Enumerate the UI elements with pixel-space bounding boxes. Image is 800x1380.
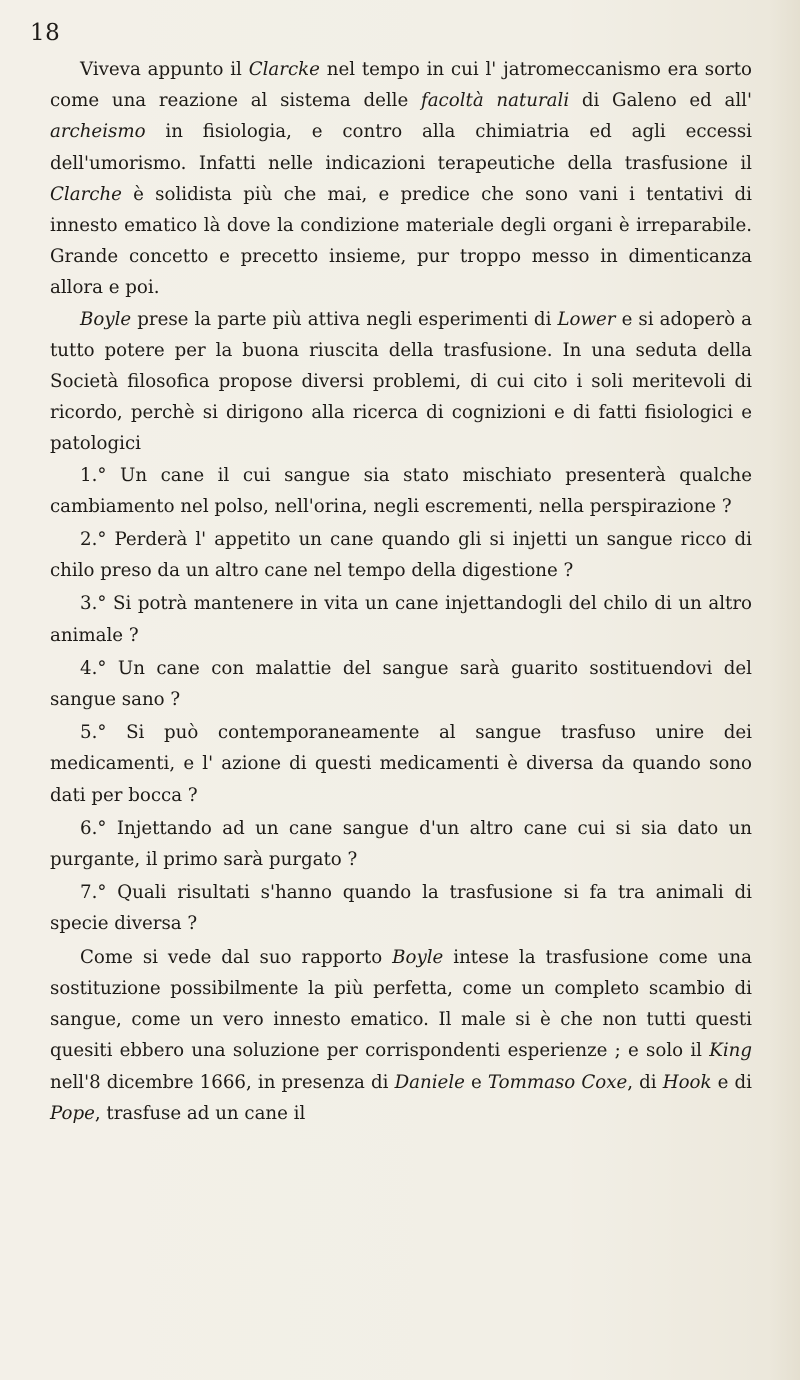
text-run: è solidista più che mai, e predice che sono vani i tentativi di innesto ematico là dove la condizione materiale degli organi è irreparabile. Grande concetto e precetto insieme, pur troppo messo in dimenticanza allora e poi. <box>50 183 752 299</box>
text-run: di Galeno ed all' <box>569 90 752 112</box>
text-run: 3.° Si potrà mantenere in vita un cane injettandogli del chilo di un altro animale ? <box>50 593 752 646</box>
italic-name: Hook <box>662 1071 712 1093</box>
text-run: Viveva appunto il <box>80 59 249 80</box>
italic-name: archeismo <box>50 121 146 143</box>
text-run: 5.° Si può contemporaneamente al sangue trasfuso unire dei medicamenti, e l' azione di questi medicamenti è diversa da quando sono dati per bocca ? <box>50 722 752 806</box>
question-item <box>50 588 752 650</box>
text-run: 2.° Perderà l' appetito un cane quando gli si injetti un sangue ricco di chilo preso da un altro cane nel tempo della digestione ? <box>50 529 752 582</box>
italic-name: Pope <box>50 1102 95 1124</box>
paragraph <box>50 942 752 1129</box>
body-text <box>50 54 752 1129</box>
italic-name: King <box>709 1040 752 1062</box>
italic-name: Daniele <box>394 1071 465 1093</box>
italic-name: Lower <box>557 308 616 330</box>
italic-name: Clarcke <box>248 59 320 80</box>
question-item <box>50 813 752 875</box>
text-run: 1.° Un cane il cui sangue sia stato mischiato presenterà qualche cambiamento nel polso, nell'orina, negli escrementi, nella perspirazione ? <box>50 464 752 517</box>
text-run: 7.° Quali risultati s'hanno quando la trasfusione si fa tra animali di specie diversa ? <box>50 882 752 935</box>
text-run: nell'8 dicembre 1666, in presenza di <box>50 1071 395 1093</box>
italic-name: facoltà naturali <box>420 90 570 112</box>
text-run: e si adoperò a tutto potere per la buona riuscita della trasfusione. In una seduta della Società filosofica propose diversi problemi, di cui cito i soli meritevoli di ricordo, perchè si dirigono alla ricerca di cognizioni e di fatti fisiologici e patologici <box>50 308 752 455</box>
text-run: nel tempo in cui l' jatromeccanismo era sorto come una reazione al sistema delle <box>50 59 752 112</box>
text-run: 4.° Un cane con malattie del sangue sarà guarito sostituendovi del sangue sano ? <box>50 657 752 711</box>
italic-name: Tommaso Coxe <box>487 1071 628 1093</box>
italic-name: Boyle <box>80 308 132 330</box>
italic-name: Boyle <box>392 946 444 968</box>
text-run: , di <box>627 1071 663 1093</box>
text-run: Come si vede dal suo rapporto <box>80 946 393 968</box>
text-run: , trasfuse ad un cane il <box>94 1102 306 1124</box>
text-run: e <box>464 1071 488 1093</box>
page-number: 18 <box>30 20 61 46</box>
question-item <box>50 524 752 586</box>
text-run: in fisiologia, e contro alla chimiatria ed agli eccessi dell'umorismo. Infatti nelle indicazioni terapeutiche della trasfusione il <box>50 121 752 174</box>
text-run: e di <box>711 1071 752 1093</box>
italic-name: Clarche <box>50 183 122 205</box>
text-run: intese la trasfusione come una sostituzione possibilmente la più perfetta, come un completo scambio di sangue, come un vero innesto ematico. Il male si è che non tutti questi quesiti ebbero una soluzione per corrispondenti esperienze ; e solo il <box>50 946 752 1062</box>
question-item <box>50 653 752 715</box>
question-item <box>50 877 752 939</box>
paragraph <box>50 54 752 304</box>
question-item <box>50 717 752 811</box>
question-item <box>50 460 752 522</box>
paragraph <box>50 304 752 460</box>
text-run: prese la parte più attiva negli esperimenti di <box>131 308 558 330</box>
text-run: 6.° Injettando ad un cane sangue d'un altro cane cui si sia dato un purgante, il primo sarà purgato ? <box>50 817 752 871</box>
